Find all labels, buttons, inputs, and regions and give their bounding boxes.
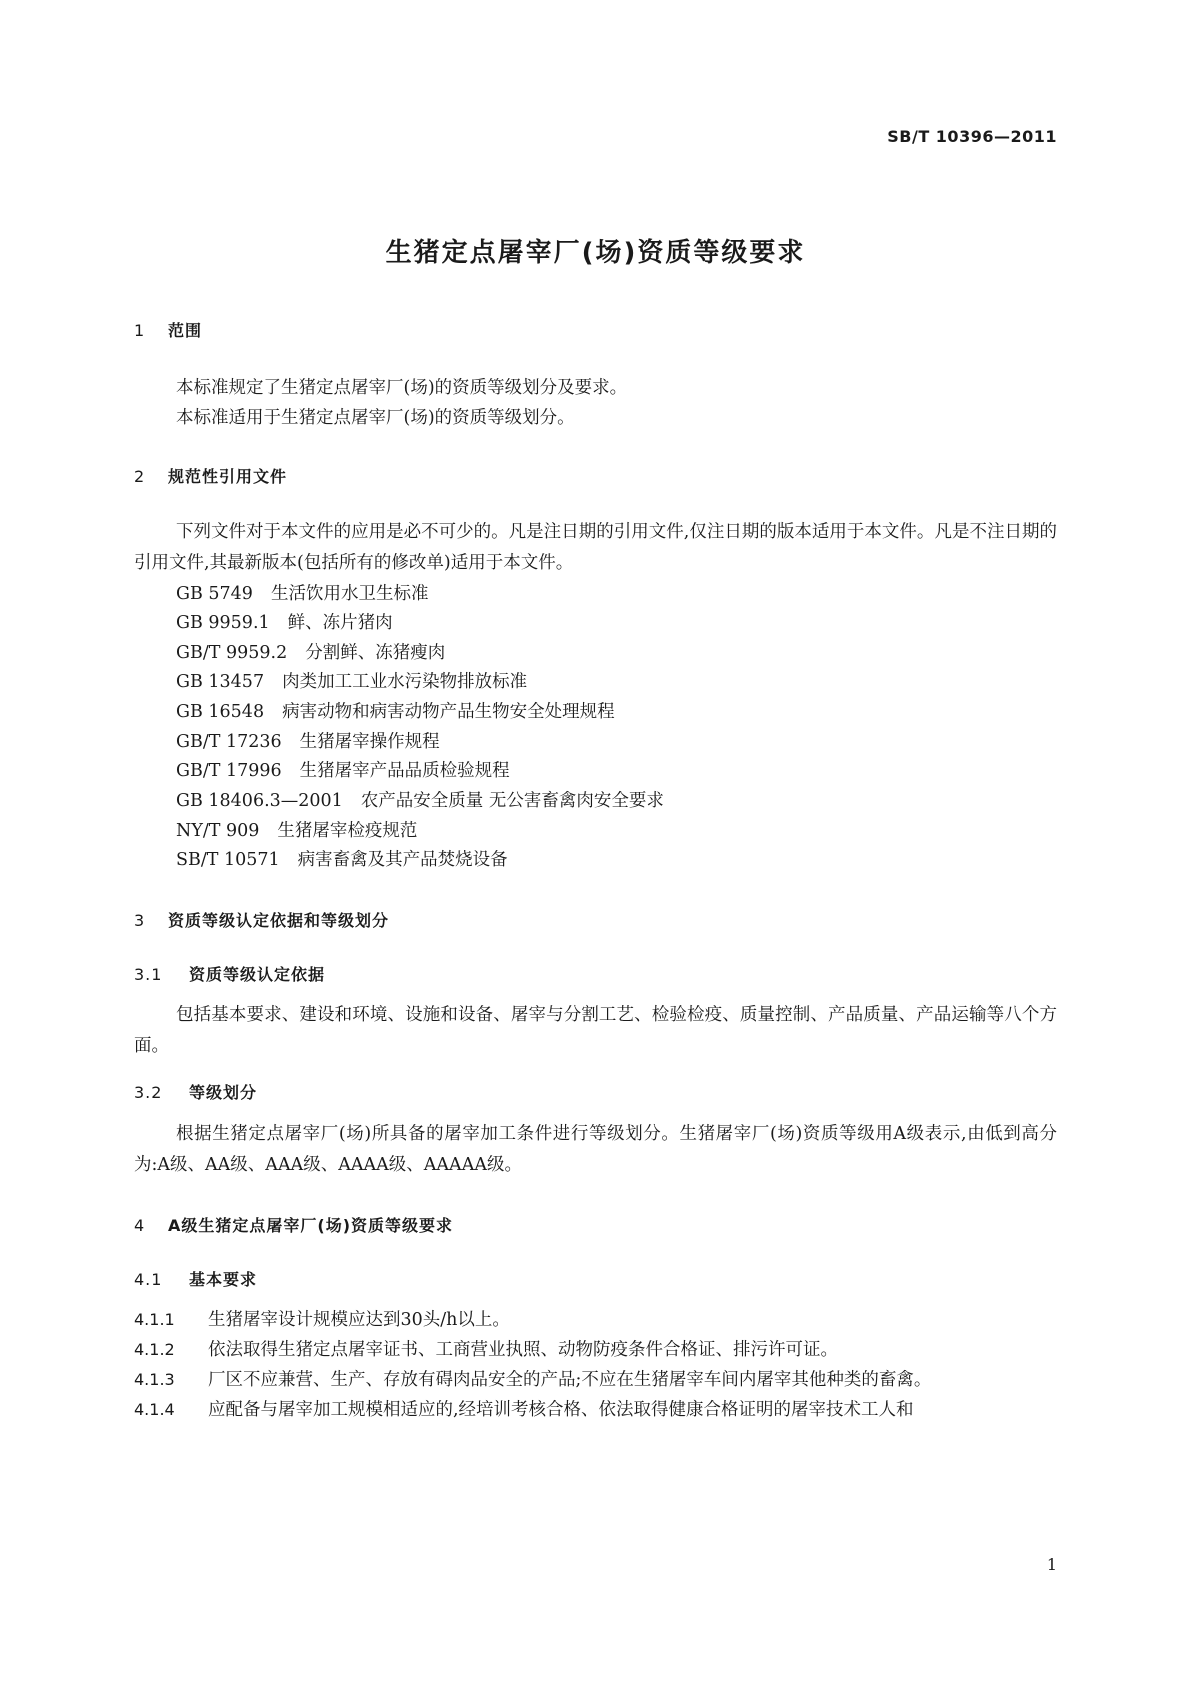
subsection-number: 3.2: [134, 1083, 163, 1102]
reference-code: GB/T 17236: [176, 732, 282, 752]
grading-paragraph: 根据生猪定点屠宰厂(场)所具备的屠宰加工条件进行等级划分。生猪屠宰厂(场)资质等级用A级表示,由低到高分为:A级、AA级、AAA级、AAAA级、AAAAA级。: [134, 1124, 1057, 1175]
clause-number: 4.1.4: [134, 1400, 175, 1419]
scope-line-2: 本标准适用于生猪定点屠宰厂(场)的资质等级划分。: [176, 408, 575, 428]
clause-number: 4.1.3: [134, 1370, 175, 1389]
reference-title: 农产品安全质量 无公害畜禽肉安全要求: [360, 791, 664, 811]
reference-code: GB 16548: [176, 702, 265, 722]
section-number: 3: [134, 911, 146, 930]
section-number: 2: [134, 467, 146, 486]
standard-number: SB/T 10396—2011: [887, 127, 1057, 146]
reference-code: GB/T 17996: [176, 761, 282, 781]
reference-code: GB 13457: [176, 672, 265, 692]
page-number: 1: [1046, 1555, 1057, 1574]
reference-item: [176, 728, 440, 753]
scope-line-1: 本标准规定了生猪定点屠宰厂(场)的资质等级划分及要求。: [176, 378, 628, 398]
clause-item: [134, 1336, 838, 1361]
reference-title: 分割鲜、冻猪瘦肉: [305, 643, 446, 663]
subsection-number: 4.1: [134, 1270, 163, 1289]
basis-paragraph: 包括基本要求、建设和环境、设施和设备、屠宰与分割工艺、检验检疫、质量控制、产品质量、产品运输等八个方面。: [134, 1005, 1057, 1056]
section-title: 规范性引用文件: [168, 467, 288, 486]
subsection-3-2-heading: [134, 1080, 257, 1103]
clause-item: [134, 1306, 510, 1331]
section-4-heading: [134, 1213, 453, 1236]
reference-code: GB 9959.1: [176, 613, 270, 633]
subsection-title: 资质等级认定依据: [189, 965, 326, 984]
reference-item: [176, 817, 417, 842]
subsection-title: 等级划分: [189, 1083, 258, 1102]
reference-code: GB 18406.3—2001: [176, 791, 343, 811]
subsection-title: 基本要求: [189, 1270, 258, 1289]
reference-item: [176, 757, 510, 782]
clause-text: 依法取得生猪定点屠宰证书、工商营业执照、动物防疫条件合格证、排污许可证。: [208, 1340, 838, 1360]
reference-item: [176, 698, 615, 723]
section-title: 资质等级认定依据和等级划分: [168, 911, 390, 930]
reference-code: GB/T 9959.2: [176, 643, 288, 663]
reference-title: 生猪屠宰检疫规范: [277, 821, 418, 841]
section-1-heading: [134, 318, 202, 341]
subsection-number: 3.1: [134, 965, 163, 984]
reference-item: [176, 609, 393, 634]
reference-item: [176, 639, 445, 664]
subsection-4-1-heading: [134, 1267, 257, 1290]
clause-item: [134, 1396, 914, 1421]
reference-item: [176, 668, 527, 693]
section-number: 4: [134, 1216, 146, 1235]
reference-title: 病害畜禽及其产品焚烧设备: [297, 850, 508, 870]
subsection-3-1-heading: [134, 962, 325, 985]
clause-text: 生猪屠宰设计规模应达到30头/h以上。: [208, 1310, 510, 1330]
reference-title: 生活饮用水卫生标准: [270, 584, 429, 604]
reference-title: 鲜、冻片猪肉: [287, 613, 393, 633]
section-number: 1: [134, 321, 146, 340]
section-2-heading: [134, 464, 287, 487]
reference-code: NY/T 909: [176, 821, 260, 841]
reference-title: 肉类加工工业水污染物排放标准: [282, 672, 528, 692]
reference-code: GB 5749: [176, 584, 253, 604]
section-3-heading: [134, 908, 389, 931]
clause-text: 厂区不应兼营、生产、存放有碍肉品安全的产品;不应在生猪屠宰车间内屠宰其他种类的畜禽。: [208, 1370, 932, 1390]
section-title: 范围: [168, 321, 203, 340]
clause-number: 4.1.2: [134, 1340, 175, 1359]
section-title: A级生猪定点屠宰厂(场)资质等级要求: [168, 1216, 454, 1235]
reference-item: [176, 580, 428, 605]
reference-title: 生猪屠宰操作规程: [299, 732, 440, 752]
clause-item: [134, 1366, 931, 1391]
references-intro: 下列文件对于本文件的应用是必不可少的。凡是注日期的引用文件,仅注日期的版本适用于本文件。凡是不注日期的引用文件,其最新版本(包括所有的修改单)适用于本文件。: [134, 522, 1057, 573]
reference-item: [176, 787, 664, 812]
reference-item: [176, 846, 508, 871]
reference-title: 病害动物和病害动物产品生物安全处理规程: [282, 702, 615, 722]
clause-text: 应配备与屠宰加工规模相适应的,经培训考核合格、依法取得健康合格证明的屠宰技术工人和: [208, 1400, 914, 1420]
reference-title: 生猪屠宰产品品质检验规程: [299, 761, 510, 781]
document-title: 生猪定点屠宰厂(场)资质等级要求: [385, 238, 806, 268]
reference-code: SB/T 10571: [176, 850, 280, 870]
clause-number: 4.1.1: [134, 1310, 175, 1329]
